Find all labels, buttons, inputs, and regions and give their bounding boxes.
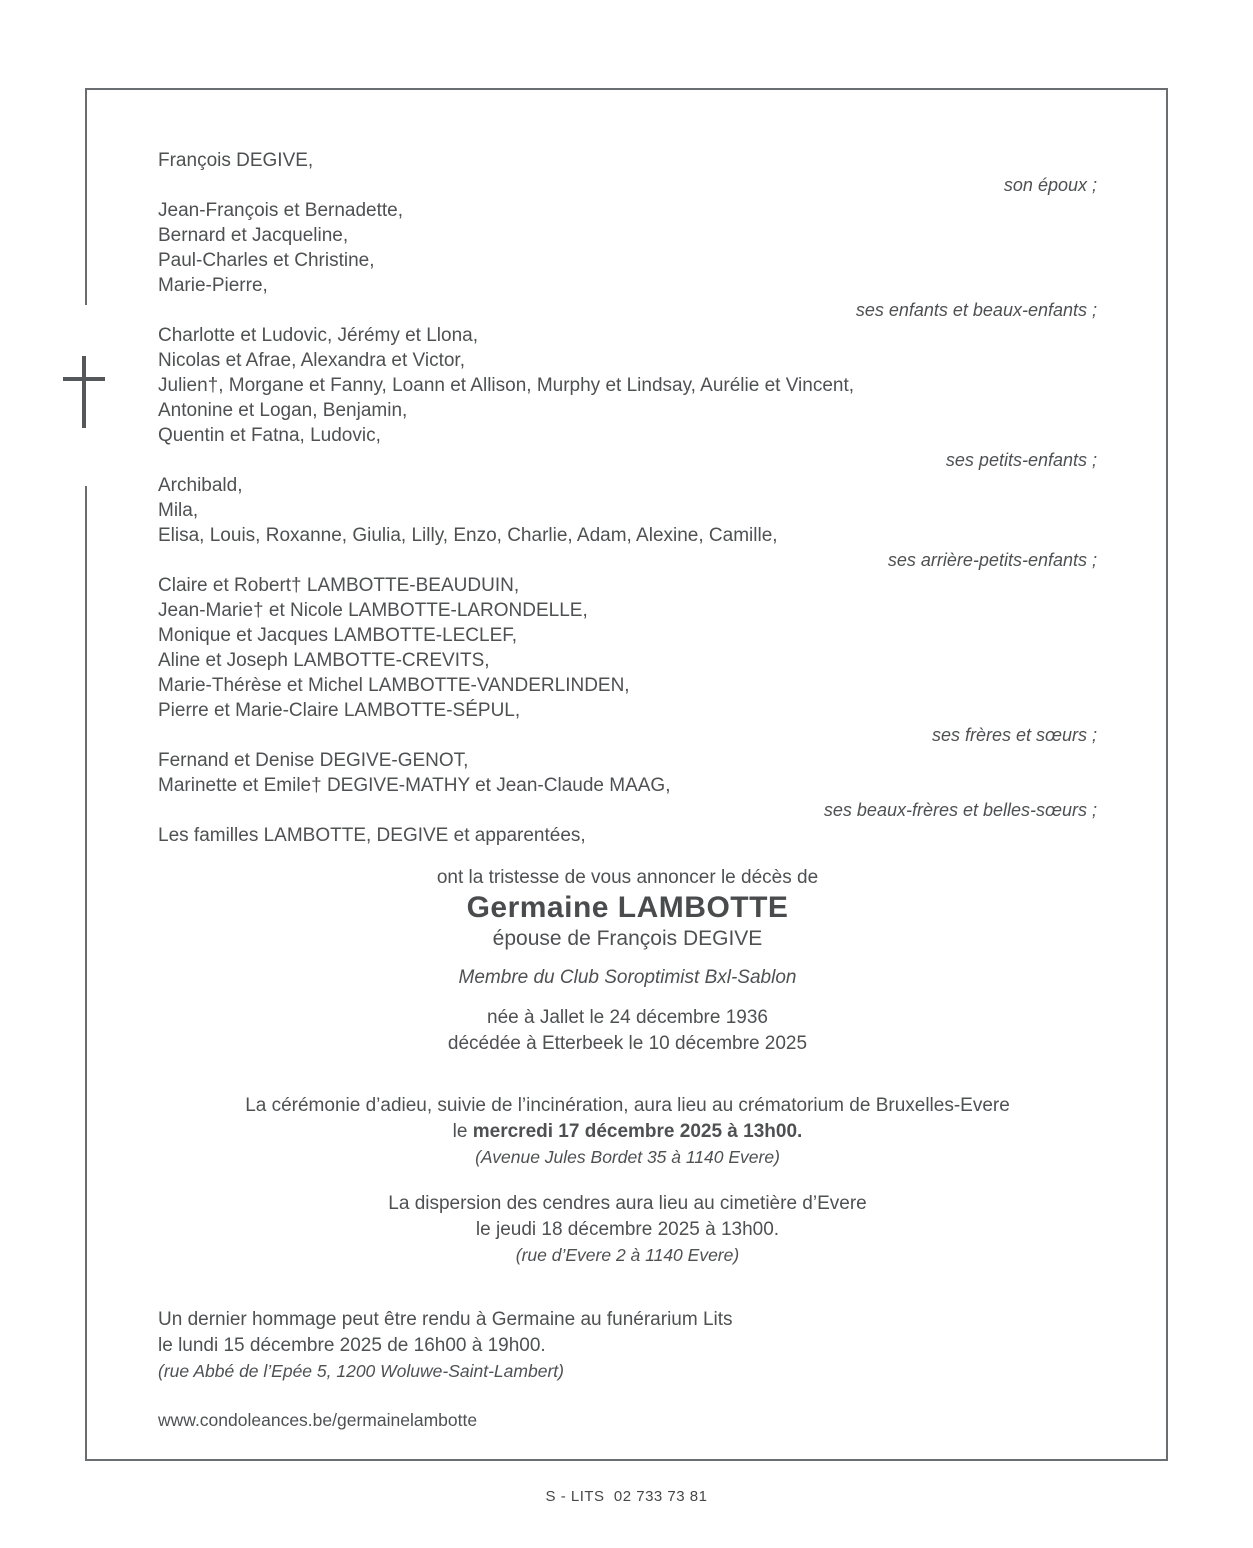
- family-member-line: Claire et Robert† LAMBOTTE-BEAUDUIN,: [158, 575, 520, 596]
- family-member-line: Jean-François et Bernadette,: [158, 200, 404, 221]
- relation-label: son époux ;: [1003, 175, 1097, 195]
- membership-line: Membre du Club Soroptimist Bxl-Sablon: [458, 967, 797, 988]
- deceased-name: Germaine LAMBOTTE: [466, 891, 789, 924]
- ceremony-datetime: mercredi 17 décembre 2025 à 13h00.: [472, 1121, 803, 1142]
- family-member-line: Jean-Marie† et Nicole LAMBOTTE-LARONDELLE,: [158, 600, 588, 621]
- ceremony-address: (Avenue Jules Bordet 35 à 1140 Evere): [475, 1147, 780, 1167]
- family-member-line: Julien†, Morgane et Fanny, Loann et Allison, Murphy et Lindsay, Aurélie et Vincent,: [158, 375, 855, 396]
- family-member-line: Elisa, Louis, Roxanne, Giulia, Lilly, Enzo, Charlie, Adam, Alexine, Camille,: [158, 525, 778, 546]
- family-member-line: Paul-Charles et Christine,: [158, 250, 375, 271]
- ceremony-date-prefix: le: [452, 1121, 473, 1142]
- family-member-line: Les familles LAMBOTTE, DEGIVE et apparentées,: [158, 825, 586, 846]
- ceremony-line1: La cérémonie d’adieu, suivie de l’incinération, aura lieu au crématorium de Bruxelles-Evere: [245, 1095, 1010, 1116]
- ceremony-block: [158, 1093, 1097, 1170]
- cross-vertical-bar: [82, 356, 86, 428]
- relation-label: ses arrière-petits-enfants ;: [887, 550, 1097, 570]
- condolences-url: www.condoleances.be/germainelambotte: [158, 1410, 478, 1430]
- family-list: [158, 148, 1097, 848]
- family-member-line: Marie-Thérèse et Michel LAMBOTTE-VANDERLINDEN,: [158, 675, 630, 696]
- family-member-line: Marinette et Emile† DEGIVE-MATHY et Jean-Claude MAAG,: [158, 775, 671, 796]
- hommage-block: [158, 1307, 1097, 1384]
- family-member-line: Nicolas et Afrae, Alexandra et Victor,: [158, 350, 465, 371]
- birth-line: née à Jallet le 24 décembre 1936: [487, 1007, 768, 1028]
- announcement-card: [85, 88, 1168, 1461]
- relation-label: ses beaux-frères et belles-sœurs ;: [823, 800, 1097, 820]
- relation-label: ses frères et sœurs ;: [931, 725, 1097, 745]
- hommage-address: (rue Abbé de l’Epée 5, 1200 Woluwe-Saint-Lambert): [158, 1361, 564, 1381]
- spouse-line: épouse de François DEGIVE: [492, 927, 763, 950]
- hommage-line1: Un dernier hommage peut être rendu à Germaine au funérarium Lits: [158, 1309, 733, 1330]
- family-member-line: Charlotte et Ludovic, Jérémy et Llona,: [158, 325, 479, 346]
- ceremony-line2: [158, 1119, 1097, 1145]
- family-member-line: Pierre et Marie-Claire LAMBOTTE-SÉPUL,: [158, 700, 521, 721]
- dispersion-line2: le jeudi 18 décembre 2025 à 13h00.: [475, 1219, 780, 1240]
- family-member-line: Marie-Pierre,: [158, 275, 268, 296]
- cross-horizontal-bar: [63, 377, 105, 381]
- announcement-intro: ont la tristesse de vous annoncer le décès de: [436, 867, 819, 888]
- dispersion-address: (rue d’Evere 2 à 1140 Evere): [515, 1245, 740, 1265]
- dispersion-block: [158, 1191, 1097, 1268]
- family-member-line: Aline et Joseph LAMBOTTE-CREVITS,: [158, 650, 490, 671]
- family-member-line: Fernand et Denise DEGIVE-GENOT,: [158, 750, 469, 771]
- family-member-line: Antonine et Logan, Benjamin,: [158, 400, 408, 421]
- family-member-line: François DEGIVE,: [158, 150, 314, 171]
- relation-label: ses enfants et beaux-enfants ;: [855, 300, 1097, 320]
- family-member-line: Mila,: [158, 500, 199, 521]
- funeral-home-footer: S - LITS 02 733 73 81: [545, 1488, 708, 1505]
- hommage-line2: le lundi 15 décembre 2025 de 16h00 à 19h00.: [158, 1335, 546, 1356]
- family-member-line: Monique et Jacques LAMBOTTE-LECLEF,: [158, 625, 518, 646]
- dispersion-line1: La dispersion des cendres aura lieu au cimetière d’Evere: [388, 1193, 867, 1214]
- relation-label: ses petits-enfants ;: [945, 450, 1097, 470]
- family-member-line: Quentin et Fatna, Ludovic,: [158, 425, 381, 446]
- death-line: décédée à Etterbeek le 10 décembre 2025: [447, 1033, 808, 1054]
- life-dates: [158, 1005, 1097, 1057]
- announcement-content: [87, 90, 1166, 1431]
- family-member-line: Archibald,: [158, 475, 243, 496]
- latin-cross-icon: [63, 356, 105, 428]
- family-member-line: Bernard et Jacqueline,: [158, 225, 349, 246]
